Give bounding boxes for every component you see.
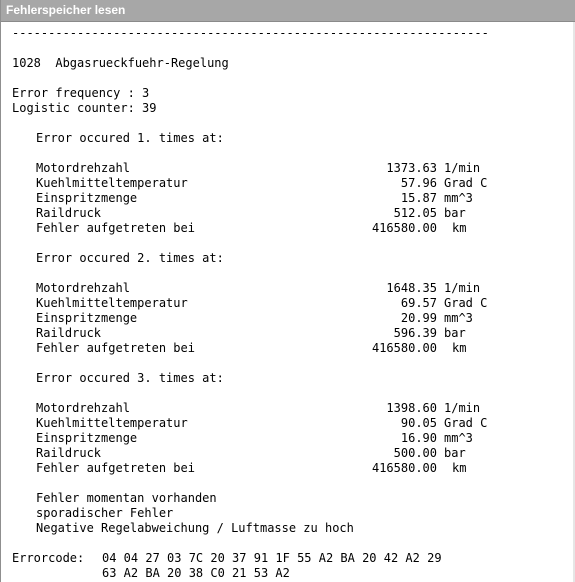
measurement-label: Kuehlmitteltemperatur [36, 176, 188, 190]
measurement-label: Einspritzmenge [36, 431, 138, 445]
measurement-label: Fehler aufgetreten bei [36, 221, 195, 235]
measurement-value: 1648.35 [386, 281, 437, 295]
errorcode-label: Errorcode: [12, 551, 85, 565]
measurement-label: Raildruck [36, 446, 102, 460]
measurement-unit: bar [444, 446, 466, 460]
occurrence-header: Error occured 3. times at: [36, 371, 224, 385]
window-title: Fehlerspeicher lesen [6, 3, 126, 17]
measurement-unit: Grad C [444, 176, 488, 190]
measurement-value: 15.87 [400, 191, 437, 205]
status-line: sporadischer Fehler [36, 506, 174, 520]
measurement-label: Motordrehzahl [36, 401, 130, 415]
measurement-value: 1398.60 [386, 401, 437, 415]
measurement-value: 69.57 [400, 296, 437, 310]
measurement-label: Kuehlmitteltemperatur [36, 296, 188, 310]
measurement-unit: Grad C [444, 416, 488, 430]
title-bar[interactable] [1, 0, 575, 22]
measurement-label: Motordrehzahl [36, 161, 130, 175]
errorcode-bytes-line1: 04 04 27 03 7C 20 37 91 1F 55 A2 BA 20 42 A2 29 [102, 551, 442, 565]
fault-code: 1028 [12, 56, 41, 70]
measurement-value: 1373.63 [386, 161, 437, 175]
measurement-value: 596.39 [393, 326, 437, 340]
measurement-value: 416580.00 [371, 221, 437, 235]
errorcode-bytes-line2: 63 A2 BA 20 38 C0 21 53 A2 [102, 566, 290, 580]
measurement-value: 512.05 [393, 206, 437, 220]
measurement-unit: Grad C [444, 296, 488, 310]
measurement-label: Kuehlmitteltemperatur [36, 416, 188, 430]
separator-line: ------------------------------------------------------------------ [12, 26, 489, 40]
measurement-value: 20.99 [400, 311, 437, 325]
measurement-label: Fehler aufgetreten bei [36, 461, 195, 475]
measurement-value: 16.90 [400, 431, 437, 445]
measurement-value: 416580.00 [371, 461, 437, 475]
measurement-unit: km [452, 221, 467, 235]
occurrence-header: Error occured 1. times at: [36, 131, 224, 145]
measurement-value: 90.05 [400, 416, 437, 430]
status-line: Negative Regelabweichung / Luftmasse zu hoch [36, 521, 354, 535]
error-frequency-line: Error frequency : 3 [12, 86, 150, 100]
measurement-unit: 1/min [444, 401, 481, 415]
measurement-unit: 1/min [444, 161, 481, 175]
measurement-label: Einspritzmenge [36, 191, 138, 205]
status-line: Fehler momentan vorhanden [36, 491, 217, 505]
fault-name: Abgasrueckfuehr-Regelung [55, 56, 229, 70]
logistic-counter-line: Logistic counter: 39 [12, 101, 157, 115]
measurement-unit: km [452, 461, 467, 475]
measurement-label: Motordrehzahl [36, 281, 130, 295]
measurement-label: Fehler aufgetreten bei [36, 341, 195, 355]
measurement-unit: mm^3 [444, 311, 473, 325]
report-text-area[interactable] [1, 22, 575, 582]
measurement-unit: km [452, 341, 467, 355]
measurement-value: 416580.00 [371, 341, 437, 355]
measurement-unit: 1/min [444, 281, 481, 295]
measurement-unit: bar [444, 206, 466, 220]
measurement-label: Raildruck [36, 206, 102, 220]
measurement-unit: mm^3 [444, 431, 473, 445]
fault-title-line [12, 56, 229, 71]
measurement-unit: bar [444, 326, 466, 340]
occurrence-header: Error occured 2. times at: [36, 251, 224, 265]
measurement-unit: mm^3 [444, 191, 473, 205]
measurement-value: 500.00 [393, 446, 437, 460]
measurement-label: Einspritzmenge [36, 311, 138, 325]
measurement-value: 57.96 [400, 176, 437, 190]
measurement-label: Raildruck [36, 326, 102, 340]
